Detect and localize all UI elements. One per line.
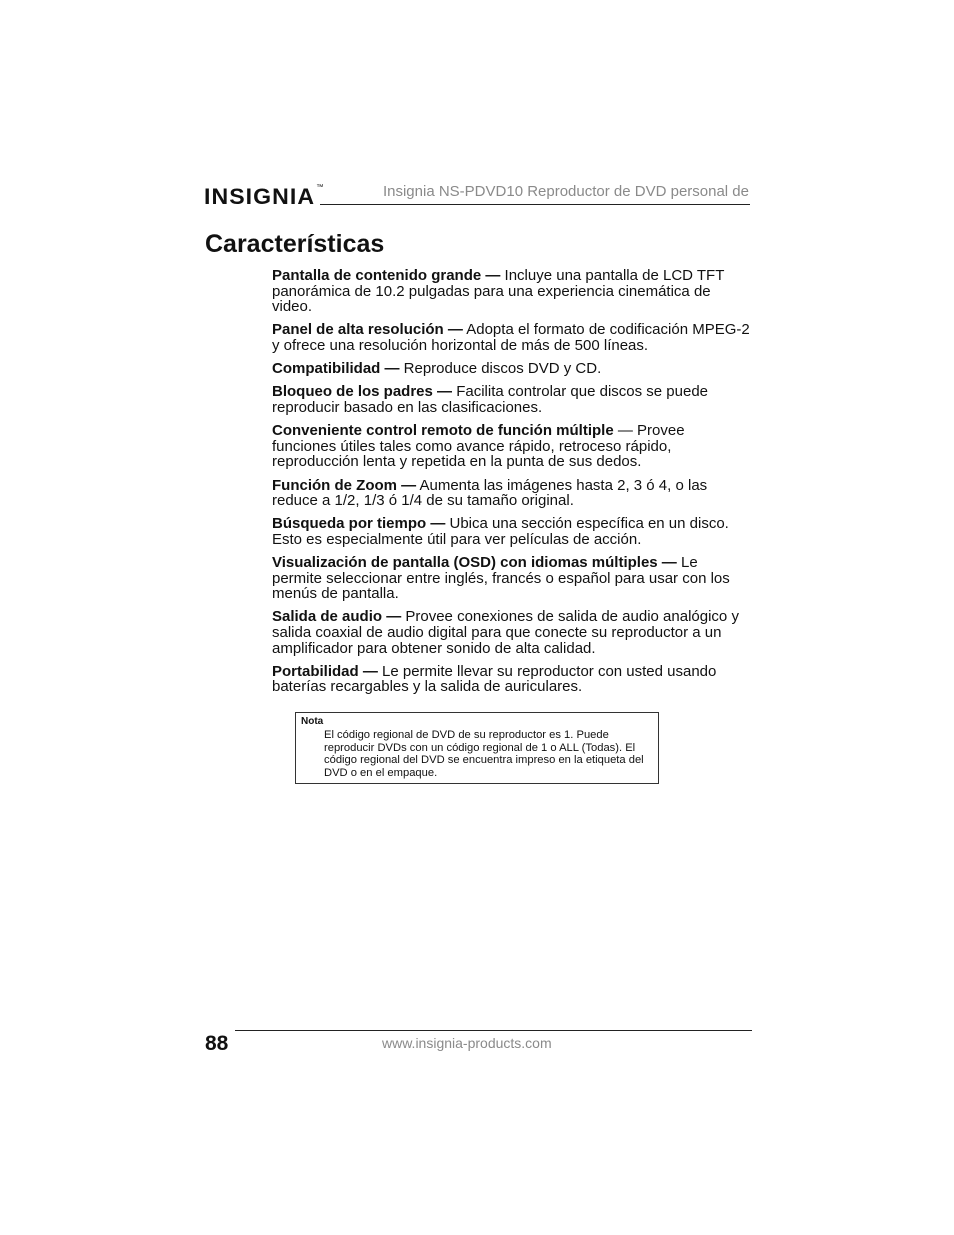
feature-item xyxy=(272,609,750,656)
page-number: 88 xyxy=(205,1032,229,1055)
feature-item xyxy=(272,361,750,377)
feature-term: Panel de alta resolución — xyxy=(272,321,463,339)
feature-item xyxy=(272,478,750,509)
feature-item xyxy=(272,423,750,470)
feature-term: Compatibilidad — xyxy=(272,360,400,378)
feature-item xyxy=(272,664,750,695)
feature-term: Visualización de pantalla (OSD) con idiomas múltiples — xyxy=(272,554,677,572)
feature-item xyxy=(272,322,750,353)
feature-term: Bloqueo de los padres — xyxy=(272,383,453,401)
feature-term: Portabilidad — xyxy=(272,662,378,680)
note-box xyxy=(295,712,659,784)
feature-item xyxy=(272,268,750,315)
feature-description: Facilita controlar que discos se puede reproducir basado en las clasificaciones. xyxy=(272,383,709,416)
header-divider xyxy=(320,204,750,205)
note-text: El código regional de DVD de su reproductor es 1. Puede reproducir DVDs con un código regional de 1 o ALL (Todas). El código regional del DVD se encuentra impreso en la etiqueta del DVD o en el empaque. xyxy=(324,729,644,779)
trademark-symbol: ™ xyxy=(316,184,325,191)
feature-description: Incluye una pantalla de LCD TFT panorámica de 10.2 pulgadas para una experiencia cinemática de video. xyxy=(272,267,725,316)
footer-url: www.insignia-products.com xyxy=(382,1035,552,1051)
feature-term: Pantalla de contenido grande — xyxy=(272,267,501,284)
feature-description: Adopta el formato de codificación MPEG-2 y ofrece una resolución horizontal de más de 500 líneas. xyxy=(272,321,750,354)
feature-item xyxy=(272,516,750,547)
feature-term: Salida de audio — xyxy=(272,608,402,626)
note-label: Nota xyxy=(301,716,324,727)
feature-description: Ubica una sección específica en un disco. Esto es especialmente útil para ver películas de acción. xyxy=(272,515,729,548)
page-title: Características xyxy=(205,230,385,258)
feature-description: Reproduce discos DVD y CD. xyxy=(399,360,602,378)
header-doc-title: Insignia NS-PDVD10 Reproductor de DVD personal de xyxy=(382,183,749,200)
feature-description: Aumenta las imágenes hasta 2, 3 ó 4, o las reduce a 1/2, 1/3 ó 1/4 de su tamaño original. xyxy=(272,476,708,510)
feature-list xyxy=(272,268,750,703)
logo-text: INSIGNIA xyxy=(204,184,316,209)
insignia-logo xyxy=(204,184,325,210)
feature-description: Le permite llevar su reproductor con usted usando baterías recargables y la salida de auriculares. xyxy=(272,662,717,696)
feature-term: Búsqueda por tiempo — xyxy=(272,515,446,533)
feature-description: Le permite seleccionar entre inglés, francés o español para usar con los menús de pantalla. xyxy=(272,554,730,603)
feature-description: Provee conexiones de salida de audio analógico y salida coaxial de audio digital para que conecte su reproductor a un amplificador para obtener sonido de alta calidad. xyxy=(272,608,739,657)
feature-item xyxy=(272,384,750,415)
footer-divider xyxy=(235,1030,752,1031)
feature-term: Función de Zoom — xyxy=(272,476,417,494)
feature-term: Conveniente control remoto de función múltiple xyxy=(272,422,614,440)
feature-description: — Provee funciones útiles tales como avance rápido, retroceso rápido, reproducción lenta y repetida en la punta de sus dedos. xyxy=(272,422,685,471)
feature-item xyxy=(272,555,750,602)
